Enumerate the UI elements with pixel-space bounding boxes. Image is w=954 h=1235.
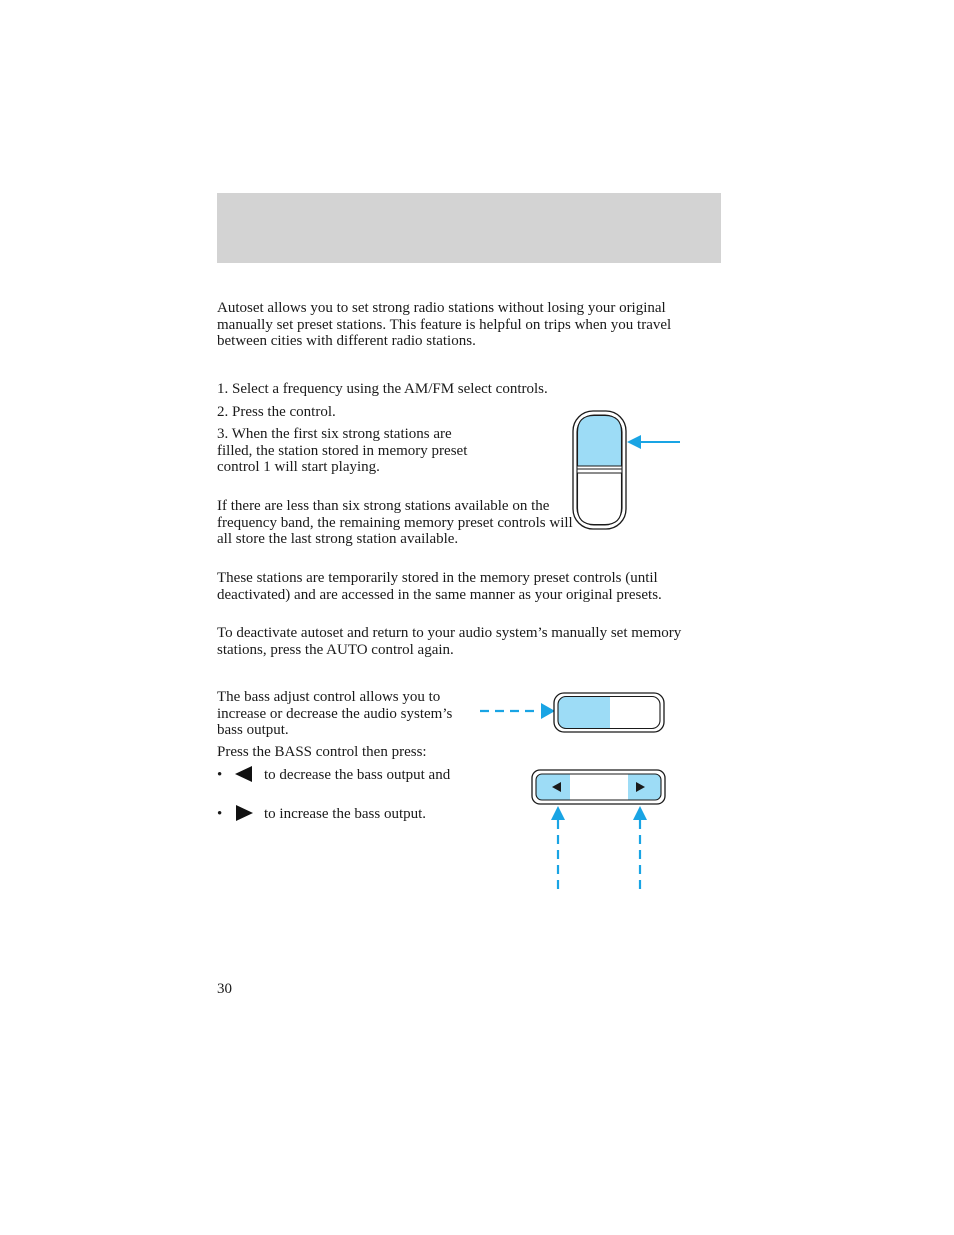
temporary-storage-paragraph: These stations are temporarily stored in the memory preset controls (until deactivated) and are accessed in the same manner as your original presets. (217, 570, 662, 603)
autoset-intro-paragraph: Autoset allows you to set strong radio stations without losing your original manually set preset stations. This feature is helpful on trips when you travel between cities with different radio stations. (217, 300, 672, 349)
bullet-increase-text: to increase the bass output. (264, 806, 427, 822)
auto-control-illustration (570, 408, 682, 532)
step-2-text: 2. Press the control. (217, 404, 336, 420)
fewer-stations-paragraph (217, 498, 589, 548)
step-1-text: 1. Select a frequency using the AM/FM select controls. (217, 381, 548, 397)
bullet-marker-decrease: • (217, 767, 223, 783)
bass-adjust-illustration (530, 768, 670, 896)
left-triangle-icon (235, 766, 252, 782)
right-triangle-icon (236, 805, 253, 821)
bullet-decrease-label: to decrease the bass output and (264, 767, 451, 783)
bass-description-paragraph: The bass adjust control allows you to increase or decrease the audio system’s bass output. (217, 689, 453, 738)
bullet-decrease-text (264, 767, 464, 784)
fewer-stations-text: If there are less than six strong stations available on the frequency band, the remaining memory preset controls will all store the last strong station available. (217, 498, 573, 547)
bass-control-illustration (478, 691, 668, 733)
deactivate-paragraph: To deactivate autoset and return to your audio system’s manually set memory stations, press the AUTO control again. (217, 625, 682, 658)
step-3-text: 3. When the first six strong stations are filled, the station stored in memory preset control 1 will start playing. (217, 426, 468, 475)
bullet-marker-increase: • (217, 806, 223, 822)
section-header-band (217, 193, 721, 263)
page-number: 30 (217, 981, 232, 997)
bass-instruction-text: Press the BASS control then press: (217, 744, 427, 760)
